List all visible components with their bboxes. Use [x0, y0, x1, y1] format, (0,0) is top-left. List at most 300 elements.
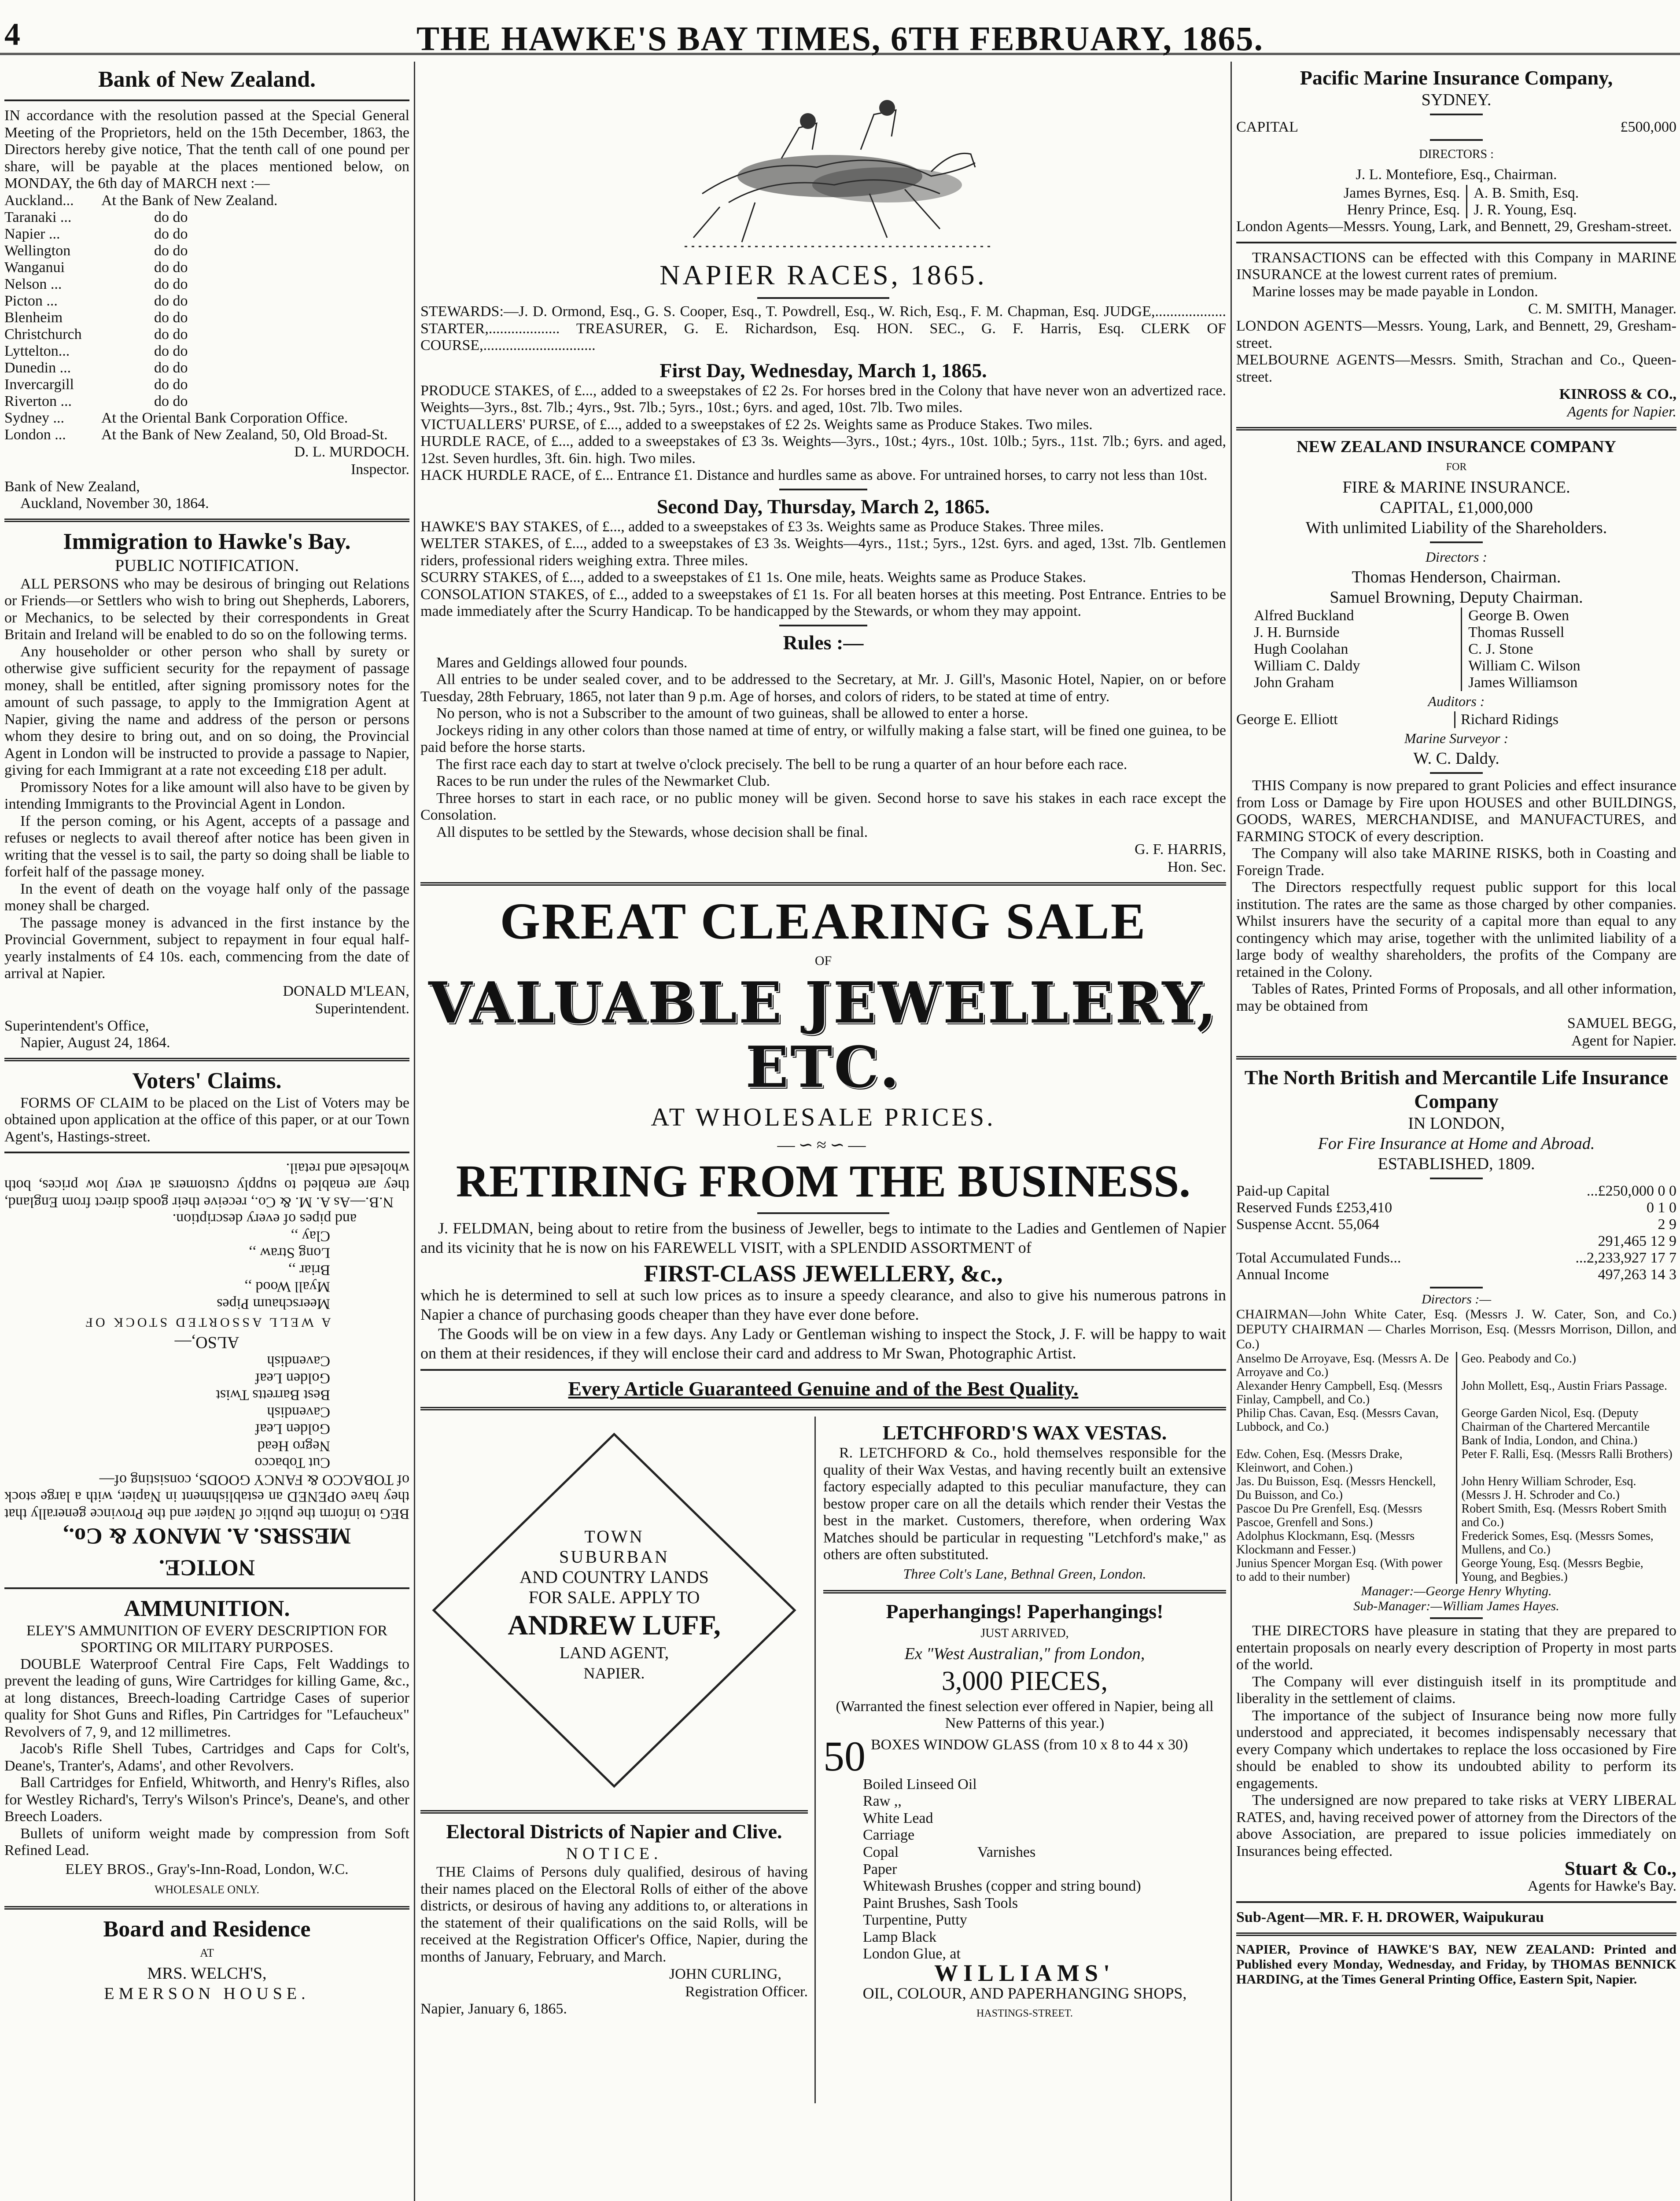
nb-directors-table	[1236, 1352, 1676, 1584]
divider	[420, 1407, 1226, 1410]
manoy-pipe: Briar ,,	[288, 1262, 330, 1278]
masthead-bar	[0, 15, 1680, 58]
manoy-item: Negro Head	[257, 1438, 330, 1454]
pacific-kinross-agents: Agents for Napier.	[1567, 404, 1676, 420]
nb-subagent: Sub-Agent—MR. F. H. DROWER, Waipukurau	[1236, 1909, 1544, 1925]
paper-item: Turpentine, Putty	[863, 1912, 967, 1928]
nb-fin-value: 0 1 0	[1647, 1200, 1676, 1216]
nb-para: THE DIRECTORS have pleasure in stating that they are prepared to entertain proposals on nearly every description of Property in most parts of the world.	[1236, 1623, 1676, 1673]
nz-begg: SAMUEL BEGG,	[1567, 1015, 1676, 1031]
nz-dir-row	[1236, 624, 1676, 641]
bank-place-name: London ...	[4, 426, 66, 443]
divider	[1236, 1901, 1676, 1903]
race-event: HURDLE RACE, of £..., added to a sweepstakes of £3 3s. Weights—3yrs., 10st.; 4yrs., 10st. 10lb.; 5yrs., 11st. 7lb.; 6yrs. and aged, 12st. Seven hurdles, 3ft. 6in. high. Two miles.	[420, 433, 1226, 467]
ammunition-wholesale: WHOLESALE ONLY.	[154, 1883, 260, 1896]
race-rule: All entries to be under sealed cover, and to be addressed to the Secretary, at Mr. J. Gill's, Masonic Hotel, Napier, on or before Tuesday, 28th February, 1865, not later than 9 p.m. Age of horses, and colors of riders, to be stated at time of entry.	[420, 671, 1226, 705]
bank-place-location: do do	[154, 326, 188, 342]
nb-dir-row	[1236, 1447, 1676, 1475]
paper-items	[823, 1776, 1226, 1963]
nb-para: The importance of the subject of Insurance being now more fully understood and appreciated, it becomes indispensably necessary that every Company which undertakes to replace the loss occasioned by Fire should be enabled to show its undoubted ability to perform its engagements.	[1236, 1707, 1676, 1792]
racehorse-illustration	[420, 62, 1226, 255]
immigration-para: In the event of death on the voyage half only of the passage money shall be charged.	[4, 880, 409, 914]
immigration-para: The passage money is advanced in the first instance by the Provincial Government, subject to repayment in four equal half-yearly instalments of £4 10s. each, commencing from the date of arrival at Napier.	[4, 914, 409, 982]
bank-place-row	[4, 326, 409, 343]
nz-dir-row	[1236, 641, 1676, 658]
bank-place-name: Napier ...	[4, 225, 60, 242]
divider	[757, 297, 889, 299]
races-rules-title: Rules :—	[783, 631, 864, 654]
nz-surveyor-name: W. C. Daldy.	[1413, 749, 1499, 768]
immigration-title: Immigration to Hawke's Bay.	[63, 529, 351, 554]
immigration-para: Promissory Notes for a like amount will also have to be given by intending Immigrants to the Provincial Agent in London.	[4, 779, 409, 812]
immigration-body	[4, 576, 409, 983]
nz-para: Tables of Rates, Printed Forms of Proposals, and all other information, may be obtained from	[1236, 981, 1676, 1014]
voters-text: FORMS OF CLAIM to be placed on the List of Voters may be obtained upon application at the office of this paper, or at our Town Agent's, Hastings-street.	[4, 1094, 409, 1145]
paper-street: HASTINGS-STREET.	[976, 2007, 1073, 2019]
bank-place-row	[4, 243, 409, 259]
divider	[1236, 427, 1676, 431]
nb-financials-table	[1236, 1183, 1676, 1283]
paper-firm: WILLIAMS'	[934, 1959, 1116, 1986]
nz-auditors: Auditors :	[1428, 693, 1485, 709]
pacific-p2: Marine losses may be made payable in London.	[1252, 283, 1538, 300]
luff-suburban: SUBURBAN	[559, 1547, 669, 1567]
luff-name: ANDREW LUFF,	[508, 1609, 721, 1641]
bank-places-table	[4, 192, 409, 443]
nb-fin-row	[1236, 1233, 1676, 1250]
nz-auditor: George E. Elliott	[1236, 711, 1338, 728]
nb-fin-value: ...£250,000 0 0	[1587, 1183, 1676, 1199]
races-stewards: STEWARDS:—J. D. Ormond, Esq., G. S. Cooper, Esq., T. Powdrell, Esq., W. Rich, Esq., F. M. Chapman, Esq. JUDGE,................... STARTER,................... TREASURER, G. E. Richardson, Esq. HON. SEC., G. F. Harris, Esq. CLERK OF COURSE,..............................	[420, 303, 1226, 353]
letchford-text: R. LETCHFORD & Co., hold themselves responsible for the quality of their Wax Vestas, and having recently built an extensive factory especially adapted to this peculiar manufacture, they can bestow proper care on all the details which render their Vestas the best in the market. Customers, therefore, when ordering Wax Matches should be particular in requesting "Letchford's make," as others are often substituted.	[823, 1445, 1226, 1563]
race-rule: No person, who is not a Subscriber to the amount of two guineas, shall be allowed to enter a horse.	[436, 705, 1028, 721]
ammunition-firm: ELEY BROS., Gray's-Inn-Road, London, W.C.	[65, 1861, 349, 1877]
pacific-p1: TRANSACTIONS can be effected with this Company in MARINE INSURANCE at the lowest current rates of premium.	[1236, 249, 1676, 283]
nz-auditors-table	[1236, 711, 1676, 728]
nb-director: Anselmo De Arroyave, Esq. (Messrs A. De Arroyave and Co.)	[1236, 1352, 1449, 1379]
nb-for: For Fire Insurance at Home and Abroad.	[1318, 1134, 1595, 1153]
nz-director: John Graham	[1254, 674, 1334, 691]
sale-first-class: FIRST-CLASS JEWELLERY, &c.,	[644, 1260, 1003, 1287]
bank-place-row	[4, 226, 409, 243]
imprint: NAPIER, Province of HAWKE'S BAY, NEW ZEALAND: Printed and Published every Monday, Wednesday, and Friday, by THOMAS BENNICK HARDING, at the Times General Printing Office, Eastern Spit, Napier.	[1236, 1942, 1676, 1987]
column-right	[1236, 62, 1676, 2201]
nz-surveyor: Marine Surveyor :	[1404, 730, 1509, 746]
pacific-city: SYDNEY.	[1421, 91, 1492, 109]
bank-place-name: Blenheim	[4, 309, 63, 326]
race-rule: The first race each day to start at twelve o'clock precisely. The bell to be rung a quarter of an hour before each race.	[436, 756, 1127, 773]
nb-director: Geo. Peabody and Co.)	[1456, 1352, 1676, 1379]
nz-begg-agent: Agent for Napier.	[1571, 1033, 1676, 1049]
races-day1: First Day, Wednesday, March 1, 1865.	[659, 359, 987, 382]
bank-intro: IN accordance with the resolution passed at the Special General Meeting of the Proprietors, held on the 15th December, 1863, the Directors hereby give notice, That the tenth call of one pound per share, will be payable at the places mentioned below, on MONDAY, the 6th day of MARCH next :—	[4, 107, 409, 191]
divider	[1430, 772, 1483, 774]
immigration-para: Any householder or other person who shall by surety or otherwise give sufficient security for the repayment of passage money, shall be entitled, after signing promissory notes for the amount of such passage, to apply to the Immigration Agent at Napier, giving the name and address of the person or persons whom they desire to bring out, and on so doing, the Provincial Agent in London will be instructed to provide a passage to Napier, giving for each Immigrant at a rate not exceeding £18 per adult.	[4, 643, 409, 778]
bank-place-name: Riverton ...	[4, 393, 72, 409]
bank-place-name: Nelson ...	[4, 276, 62, 292]
manoy-item: Cavendish	[267, 1353, 330, 1369]
board-title: Board and Residence	[103, 1916, 311, 1942]
sale-para: which he is determined to sell at such low prices as to insure a speedy clearance, and also to give his numerous patrons in Napier a chance of purchasing goods cheaper than they have ever done before.	[420, 1286, 1226, 1323]
bank-place-location: do do	[154, 209, 188, 225]
nb-fin-value: 2 9	[1658, 1216, 1676, 1233]
bank-place-row	[4, 343, 409, 360]
manoy-item: Golden Leaf	[255, 1370, 330, 1387]
pacific-dir-row	[1236, 202, 1676, 218]
manoy-nb: N.B.—As A. M. & Co., receive their goods direct from England, they are enabled to supply customers at very low prices, both wholesale and retail.	[4, 1160, 409, 1211]
nz-director: Alfred Buckland	[1254, 607, 1354, 624]
bank-signature-title: Inspector.	[350, 461, 409, 478]
nz-director: C. J. Stone	[1462, 641, 1676, 658]
bank-place-location: do do	[154, 342, 188, 359]
ammunition-subtitle: ELEY'S AMMUNITION OF EVERY DESCRIPTION FOR SPORTING OR MILITARY PURPOSES.	[26, 1622, 387, 1656]
races-title: NAPIER RACES, 1865.	[659, 259, 987, 291]
divider	[4, 99, 409, 101]
race-event: PRODUCE STAKES, of £..., added to a sweepstakes of £2 2s. For horses bred in the Colony that have never won an advertized race. Weights—3yrs., 8st. 7lb.; 4yrs., 9st. 7lb.; 5yrs., 10st.; 6yrs. and aged, 10st. 7lb. Two miles.	[420, 382, 1226, 416]
divider	[823, 1590, 1226, 1594]
nz-director: Hugh Coolahan	[1254, 641, 1348, 657]
races-sign: G. F. HARRIS,	[1135, 841, 1226, 858]
divider	[4, 1152, 409, 1153]
board-name: MRS. WELCH'S,	[147, 1964, 267, 1983]
manoy-advert-upside-down	[4, 1159, 409, 1581]
board-house: EMERSON HOUSE.	[104, 1984, 310, 2003]
page-number: 4	[4, 17, 20, 52]
nz-director: William C. Wilson	[1462, 658, 1676, 674]
bank-place-row	[4, 410, 409, 427]
immigration-footer: Superintendent's Office,	[4, 1017, 149, 1034]
nz-director: Thomas Russell	[1462, 624, 1676, 641]
races-day2: Second Day, Thursday, March 2, 1865.	[656, 495, 990, 518]
electoral-text: THE Claims of Persons duly qualified, desirous of having their names placed on the Electoral Rolls of either of the above districts, or desirous of having any additions to, or alterations in the statement of their qualifications on the said Rolls, will be received at the Registration Officer's Office, Napier, during the months of January, February, and March.	[420, 1864, 808, 1965]
luff-apply: FOR SALE. APPLY TO	[528, 1587, 700, 1607]
pacific-directors: DIRECTORS :	[1419, 147, 1494, 161]
bank-place-name: Auckland...	[4, 192, 74, 209]
races-sign-title: Hon. Sec.	[1167, 859, 1226, 875]
race-event: HACK HURDLE RACE, of £... Entrance £1. Distance and hurdles same as above. For untrained horses, to carry not less than 10st.	[420, 467, 1208, 483]
bank-place-location: do do	[154, 276, 188, 292]
nb-director: Jas. Du Buisson, Esq. (Messrs Henckell, Du Buisson, and Co.)	[1236, 1475, 1436, 1502]
sale-wholesale: AT WHOLESALE PRICES.	[651, 1103, 996, 1131]
bank-place-location: At the Oriental Bank Corporation Office.	[101, 409, 348, 426]
paper-count: 3,000 PIECES,	[941, 1666, 1108, 1696]
ammunition-title: AMMUNITION.	[124, 1596, 290, 1621]
luff-text	[420, 1527, 808, 1683]
race-event: SCURRY STAKES, of £..., added to a sweepstakes of £1 1s. One mile, heats. Weights same as Produce Stakes.	[420, 569, 1087, 585]
divider	[4, 1058, 409, 1061]
bank-place-location: At the Bank of New Zealand.	[101, 192, 278, 209]
bank-place-location: At the Bank of New Zealand, 50, Old Broad-St.	[101, 426, 388, 443]
ammunition-para: DOUBLE Waterproof Central Fire Caps, Felt Waddings to prevent the leading of guns, Wire Cartridges for killing Game, &c., at long distances, Breech-loading Cartridge Cases of superior quality for Shot Guns and Rifles, Pin Cartridges for "Lefaucheux" Revolvers of 7, 9, and 12 millimetres.	[4, 1656, 409, 1740]
nb-body	[1236, 1623, 1676, 1860]
bank-place-row	[4, 309, 409, 326]
paper-ex: Ex "West Australian," from London,	[904, 1644, 1145, 1663]
bank-place-row	[4, 259, 409, 276]
nb-directors: Directors :—	[1421, 1292, 1492, 1307]
nb-fin-label: Suspense Accnt. 55,064	[1236, 1216, 1379, 1233]
bank-signature: D. L. MURDOCH.	[294, 443, 409, 460]
nz-chair: Thomas Henderson, Chairman.	[1352, 568, 1561, 586]
divider	[779, 489, 867, 490]
divider	[1430, 1178, 1483, 1179]
nz-fire: FIRE & MARINE INSURANCE.	[1342, 478, 1570, 497]
nb-fin-row	[1236, 1216, 1676, 1233]
luff-napier: NAPIER.	[583, 1664, 645, 1682]
paper-boxes	[823, 1732, 1226, 1780]
nb-fin-label	[1236, 1233, 1509, 1250]
bank-place-row	[4, 293, 409, 309]
divider	[1236, 1932, 1676, 1936]
nb-para: The undersigned are now prepared to take risks at VERY LIBERAL RATES, and, having received power of attorney from the Directors of the above Association, are prepared to issue policies immediately on Insurances being effected.	[1236, 1792, 1676, 1859]
manoy-item: Golden Leaf	[255, 1421, 330, 1437]
column-middle	[420, 62, 1226, 2201]
lower-middle-section	[420, 1417, 1226, 2103]
manoy-pipe: Meerschaum Pipes	[217, 1296, 330, 1312]
nz-director: William C. Daldy	[1254, 658, 1360, 674]
nb-para: The Company will ever distinguish itself in its promptitude and liberality in the settlement of claims.	[1236, 1673, 1676, 1707]
nb-director: Alexander Henry Campbell, Esq. (Messrs Finlay, Campbell, and Co.)	[1236, 1379, 1443, 1406]
paper-boxes-text: BOXES WINDOW GLASS (from 10 x 8 to 44 x 30)	[871, 1736, 1188, 1753]
race-rule: Three horses to start in each race, or no public money will be given. Second horse to save his stakes in each race except the Consolation.	[420, 790, 1226, 823]
manoy-text: BEG to inform the public of Napier and the Province generally that they have OPENED an establishment in Napier, with a large stock of TOBACCO & FANCY GOODS, consisting of—	[4, 1472, 409, 1522]
immigration-subtitle: PUBLIC NOTIFICATION.	[115, 556, 299, 575]
nb-director: Philip Chas. Cavan, Esq. (Messrs Cavan, Lubbock, and Co.)	[1236, 1406, 1439, 1434]
divider	[1236, 1056, 1676, 1060]
paper-item: London Glue, at	[863, 1946, 961, 1962]
nz-director: James Williamson	[1462, 674, 1676, 691]
paper-item: White Lead	[863, 1810, 933, 1826]
race-rule: Races to be run under the rules of the Newmarket Club.	[436, 773, 770, 789]
nb-director: John Mollett, Esq., Austin Friars Passage.	[1456, 1379, 1676, 1406]
paper-firm2: OIL, COLOUR, AND PAPERHANGING SHOPS,	[862, 1984, 1187, 2002]
paper-item: Paint Brushes, Sash Tools	[863, 1895, 1018, 1911]
nb-fin-label: Annual Income	[1236, 1266, 1329, 1283]
electoral-title: Electoral Districts of Napier and Clive.	[446, 1820, 782, 1843]
nb-fin-row	[1236, 1250, 1676, 1266]
manoy-cigars: A WELL ASSORTED STOCK OF	[83, 1315, 331, 1330]
column-rule-inner	[814, 1417, 816, 2103]
bank-place-location: do do	[154, 393, 188, 409]
nz-director: J. H. Burnside	[1254, 624, 1340, 640]
nb-fin-value: 291,465 12 9	[1598, 1233, 1676, 1249]
race-rule: Mares and Geldings allowed four pounds.	[436, 654, 688, 671]
manoy-pipes-end: and pipes of every description.	[172, 1211, 357, 1227]
nz-para: The Company will also take MARINE RISKS, both in Coasting and Foreign Trade.	[1236, 845, 1676, 879]
bank-place-location: do do	[154, 292, 188, 309]
pacific-capital-label: CAPITAL	[1236, 119, 1298, 135]
nb-dir-row	[1236, 1502, 1676, 1529]
electoral-notice: NOTICE.	[566, 1844, 663, 1863]
manoy-item: Best Barretts Twist	[216, 1387, 330, 1403]
letchford-address: Three Colt's Lane, Bethnal Green, London.	[903, 1565, 1146, 1582]
sale-of: OF	[814, 953, 832, 968]
column-left	[4, 62, 409, 2201]
bank-place-name: Wanganui	[4, 259, 65, 276]
race-rule: Jockeys riding in any other colors than those named at time of entry, or wilfully making a false start, will be fined one guinea, to be paid before the horse starts.	[420, 722, 1226, 755]
divider	[4, 1587, 409, 1589]
immigration-para: ALL PERSONS who may be desirous of bringing out Relations or Friends—or Settlers who wish to bring out Shepherds, Laborers, or Mechanics, to be selected by their correspondents in Great Britain and Ireland will be enabled to do so on the following terms.	[4, 575, 409, 643]
manoy-item: Cavendish	[267, 1404, 330, 1421]
bank-footer-date: Auckland, November 30, 1864.	[20, 495, 209, 512]
paper-item: Raw ,,	[863, 1793, 902, 1809]
race-event: VICTUALLERS' PURSE, of £..., added to a sweepstakes of £2 2s. Weights same as Produce Stakes. Two miles.	[420, 416, 1093, 433]
manoy-item: Cut Tobacco	[254, 1455, 330, 1471]
bank-place-location: do do	[154, 225, 188, 242]
bank-place-row	[4, 276, 409, 293]
bank-place-name: Dunedin ...	[4, 359, 71, 376]
pacific-director: A. B. Smith, Esq.	[1467, 185, 1676, 202]
nz-dir-row	[1236, 674, 1676, 691]
nb-director: Peter F. Ralli, Esq. (Messrs Ralli Brothers)	[1456, 1447, 1676, 1475]
nb-director: Robert Smith, Esq. (Messrs Robert Smith and Co.)	[1456, 1502, 1676, 1529]
manoy-pipe: Myall Wood ,,	[244, 1279, 330, 1295]
race-event: WELTER STAKES, of £..., added to a sweepstakes of £3 3s. Weights—4yrs., 11st.; 5yrs., 12st. 6yrs. and aged, 13st. 7lb. Gentlemen riders, professional riders weighing extra. Three miles.	[420, 535, 1226, 569]
bank-place-name: Wellington	[4, 242, 71, 259]
bank-place-location: do do	[154, 259, 188, 276]
bank-title: Bank of New Zealand.	[98, 67, 316, 92]
electoral-sign: JOHN CURLING,	[669, 1966, 781, 1982]
pacific-agents-london: LONDON AGENTS—Messrs. Young, Lark, and Bennett, 29, Gresham-street.	[1236, 318, 1676, 351]
bank-place-row	[4, 427, 409, 443]
nb-dir-text: CHAIRMAN—John White Cater, Esq. (Messrs J. W. Cater, Son, and Co.) DEPUTY CHAIRMAN — Charles Morrison, Esq. (Messrs Morrison, Dillon, and Co.)	[1236, 1307, 1676, 1351]
race-event: CONSOLATION STAKES, of £.., added to a sweepstakes of £1 1s. For all beaten horses at this meeting. Post Entrance. Entries to be made immediately after the Scurry Handicap. To be handicapped by the Stewards, or whom they may appoint.	[420, 586, 1226, 619]
bank-place-name: Christchurch	[4, 326, 82, 342]
nb-stuart-agents: Agents for Hawke's Bay.	[1527, 1878, 1676, 1894]
masthead-title: THE HAWKE'S BAY TIMES, 6TH FEBRUARY, 1865.	[416, 19, 1264, 58]
ammunition-body	[4, 1656, 409, 1859]
luff-advert	[420, 1417, 808, 1804]
divider	[420, 1810, 808, 1814]
manoy-pipe: Clay ,,	[291, 1228, 330, 1244]
pacific-capital-value: £500,000	[1620, 119, 1676, 135]
pacific-dir-row	[1236, 185, 1676, 202]
divider	[1430, 541, 1483, 543]
nb-stuart: Stuart & Co.,	[1564, 1858, 1676, 1879]
nz-liability: With unlimited Liability of the Shareholders.	[1305, 519, 1607, 537]
bank-place-name: Picton ...	[4, 292, 58, 309]
paper-item: Paper	[863, 1861, 897, 1877]
paper-varnishes: Varnishes	[977, 1844, 1036, 1860]
divider	[420, 882, 1226, 886]
immigration-signature-title: Superintendent.	[315, 1000, 409, 1017]
divider	[1430, 139, 1483, 141]
nb-in: IN LONDON,	[1408, 1114, 1505, 1133]
immigration-footer-date: Napier, August 24, 1864.	[20, 1034, 170, 1051]
paper-title: Paperhangings! Paperhangings!	[886, 1600, 1164, 1623]
bank-place-name: Invercargill	[4, 376, 74, 393]
paper-item: Boiled Linseed Oil	[863, 1776, 977, 1792]
nb-dir-row	[1236, 1352, 1676, 1379]
column-rule	[1231, 62, 1232, 2201]
nb-est: ESTABLISHED, 1809.	[1378, 1155, 1535, 1173]
race-event: HAWKE'S BAY STAKES, of £..., added to a sweepstakes of £3 3s. Weights same as Produce Stakes. Three miles.	[420, 518, 1104, 535]
nb-fin-label: Total Accumulated Funds...	[1236, 1250, 1401, 1266]
nb-dir-row	[1236, 1475, 1676, 1502]
lower-middle-right	[823, 1417, 1226, 2103]
pacific-title: Pacific Marine Insurance Company,	[1300, 66, 1613, 89]
column-rule	[414, 62, 415, 2201]
nb-director: Adolphus Klockmann, Esq. (Messrs Klockmann and Fesser.)	[1236, 1529, 1415, 1557]
nb-director: George Young, Esq. (Messrs Begbie, Young, and Begbies.)	[1456, 1557, 1676, 1584]
divider	[1430, 114, 1483, 115]
nb-director: Frederick Somes, Esq. (Messrs Somes, Mullens, and Co.)	[1456, 1529, 1676, 1557]
manoy-items	[4, 1353, 409, 1472]
pacific-manager: C. M. SMITH, Manager.	[1528, 301, 1676, 317]
nz-directors-table	[1236, 607, 1676, 691]
races-day2-events	[420, 519, 1226, 620]
sale-jewellery: VALUABLE JEWELLERY, ETC.	[428, 970, 1218, 1100]
nz-for: FOR	[1446, 461, 1467, 473]
voters-title: Voters' Claims.	[132, 1068, 282, 1093]
ammunition-para: Ball Cartridges for Enfield, Whitworth, and Henry's Rifles, also for Westley Richard's, Terry's Wilson's Prince's, Deane's, and other Breech Loaders.	[4, 1774, 409, 1825]
bank-place-name: Lyttelton...	[4, 342, 70, 359]
pacific-director: James Byrnes, Esq.	[1343, 185, 1460, 201]
paper-item: Whitewash Brushes (copper and string bound)	[863, 1878, 1141, 1894]
nz-directors: Directors :	[1425, 549, 1488, 565]
nb-fin-row	[1236, 1266, 1676, 1283]
nb-director: Edw. Cohen, Esq. (Messrs Drake, Kleinwort, and Cohen.)	[1236, 1447, 1403, 1475]
nz-para: THIS Company is now prepared to grant Policies and effect insurance from Loss or Damage by Fire upon HOUSES and other BUILDINGS, GOODS, WARES, MERCHANDISE, and MANUFACTURES, and FARMING STOCK of every description.	[1236, 777, 1676, 845]
manoy-also: ALSO,—	[174, 1333, 239, 1352]
bank-place-row	[4, 209, 409, 226]
nb-dir-row	[1236, 1529, 1676, 1557]
nz-para: The Directors respectfully request public support for this local institution. The rates are the same as those charged by other companies. Whilst insurers have the security of a capital more than equal to any contingency which may arise, together with the unlimited liability of a large body of wealthy shareholders, the profits of the Company are retained in the Colony.	[1236, 879, 1676, 980]
race-rule: All disputes to be settled by the Stewards, whose decision shall be final.	[436, 824, 868, 840]
paper-boxes-num: 50	[823, 1732, 866, 1780]
nz-deputy: Samuel Browning, Deputy Chairman.	[1330, 588, 1583, 607]
paper-item: Copal	[863, 1844, 899, 1860]
pacific-kinross: KINROSS & CO.,	[1559, 386, 1676, 402]
nb-fin-row	[1236, 1200, 1676, 1216]
pacific-capital-row	[1236, 119, 1676, 136]
nz-dir-row	[1236, 658, 1676, 674]
pacific-london: London Agents—Messrs. Young, Lark, and Bennett, 29, Gresham-street.	[1236, 218, 1672, 235]
nb-director: Junius Spencer Morgan Esq. (With power to add to their number)	[1236, 1557, 1443, 1584]
bank-place-name: Taranaki ...	[4, 209, 72, 225]
electoral-sign-title: Registration Officer.	[685, 1984, 808, 2000]
paper-warranted: (Warranted the finest selection ever offered in Napier, being all New Patterns of this year.)	[836, 1698, 1214, 1731]
sale-guarantee: Every Article Guaranteed Genuine and of the Best Quality.	[568, 1377, 1079, 1400]
bank-place-location: do do	[154, 359, 188, 376]
pacific-director: J. R. Young, Esq.	[1467, 202, 1676, 218]
immigration-para: If the person coming, or his Agent, accepts of a passage and refuses or neglects to avail thereof after notice has been given in writing that the vessel is to sail, the party so doing shall be liable to forfeit half of the passage money.	[4, 813, 409, 880]
manoy-pipe: Long Straw ,,	[248, 1245, 330, 1261]
divider	[1236, 242, 1676, 243]
lower-middle-left	[420, 1417, 808, 2103]
pacific-chairman: J. L. Montefiore, Esq., Chairman.	[1356, 166, 1557, 183]
luff-country: AND COUNTRY LANDS	[519, 1567, 709, 1587]
nz-director: George B. Owen	[1462, 607, 1676, 624]
sale-intro: J. FELDMAN, being about to retire from the business of Jeweller, begs to intimate to the Ladies and Gentlemen of Napier and its vicinity that he is now on his FAREWELL VISIT, with a SPLENDID ASSORTMENT of	[420, 1219, 1226, 1256]
nz-dir-row	[1236, 607, 1676, 624]
divider	[1430, 1287, 1483, 1288]
manoy-firm: MESSRS. A. MANOY & Co.,	[63, 1523, 351, 1549]
nb-submanager: Sub-Manager:—William James Hayes.	[1353, 1599, 1559, 1613]
divider	[4, 519, 409, 522]
races-day1-events	[420, 383, 1226, 484]
bank-place-location: do do	[154, 309, 188, 326]
sale-retiring: RETIRING FROM THE BUSINESS.	[456, 1156, 1191, 1207]
ornament-rule: —∽≈∽—	[777, 1135, 869, 1155]
manoy-pipes	[4, 1227, 409, 1312]
nb-fin-label: Reserved Funds £253,410	[1236, 1200, 1393, 1216]
bank-footer: Bank of New Zealand,	[4, 478, 140, 495]
nz-capital: CAPITAL, £1,000,000	[1380, 498, 1533, 517]
paper-item: Lamp Black	[863, 1929, 937, 1945]
divider	[4, 1906, 409, 1910]
luff-town: TOWN	[584, 1527, 644, 1546]
ammunition-para: Jacob's Rifle Shell Tubes, Cartridges and Caps for Colt's, Deane's, Tranter's, Adams', and other Revolvers.	[4, 1741, 409, 1774]
